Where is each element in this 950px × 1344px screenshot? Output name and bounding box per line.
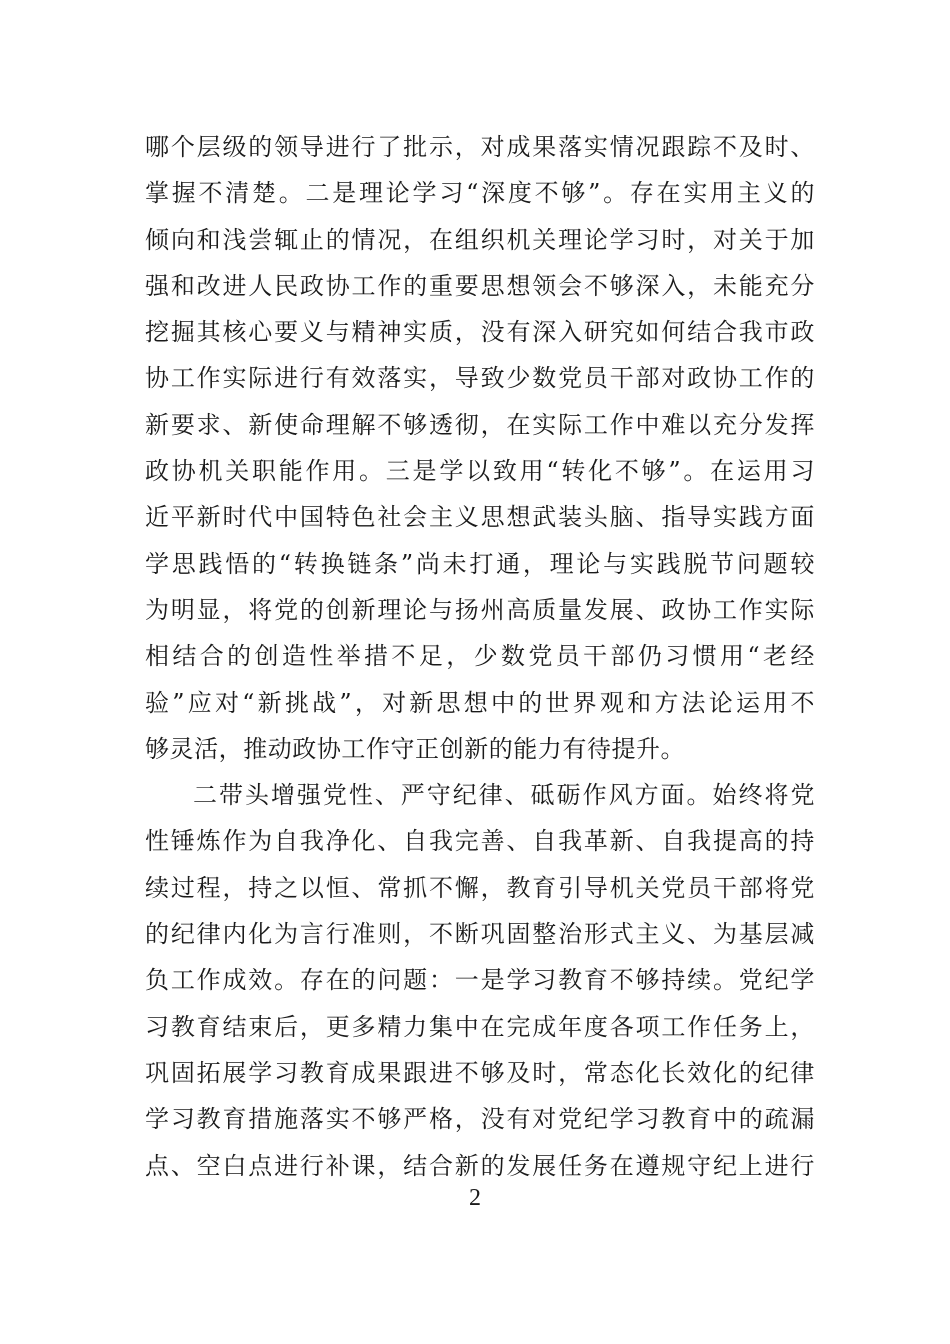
text-line: 强和改进人民政协工作的重要思想领会不够深入，未能充分 [145, 271, 815, 300]
text-line: 性锤炼作为自我净化、自我完善、自我革新、自我提高的持 [145, 827, 815, 856]
text-line: 相结合的创造性举措不足，少数党员干部仍习惯用“老经 [145, 642, 815, 671]
text-line: 巩固拓展学习教育成果跟进不够及时，常态化长效化的纪律 [145, 1058, 815, 1087]
text-line: 验”应对“新挑战”，对新思想中的世界观和方法论运用不 [145, 688, 815, 717]
text-line: 续过程，持之以恒、常抓不懈，教育引导机关党员干部将党 [145, 873, 815, 902]
text-line: 为明显，将党的创新理论与扬州高质量发展、政协工作实际 [145, 595, 815, 624]
text-line: 点、空白点进行补课，结合新的发展任务在遵规守纪上进行 [145, 1151, 815, 1180]
text-line: 近平新时代中国特色社会主义思想武装头脑、指导实践方面 [145, 503, 815, 532]
text-line: 够灵活，推动政协工作守正创新的能力有待提升。 [145, 734, 686, 763]
text-line: 挖掘其核心要义与精神实质，没有深入研究如何结合我市政 [145, 318, 815, 347]
paragraph-start-line: 二带头增强党性、严守纪律、砥砺作风方面。始终将党 [193, 781, 815, 810]
text-line: 学思践悟的“转换链条”尚未打通，理论与实践脱节问题较 [145, 549, 815, 578]
page-number: 2 [469, 1185, 481, 1211]
text-line: 哪个层级的领导进行了批示，对成果落实情况跟踪不及时、 [145, 133, 815, 161]
text-line: 掌握不清楚。二是理论学习“深度不够”。存在实用主义的 [145, 179, 815, 208]
text-line: 政协机关职能作用。三是学以致用“转化不够”。在运用习 [145, 457, 815, 486]
text-line: 倾向和浅尝辄止的情况，在组织机关理论学习时，对关于加 [145, 225, 815, 254]
text-line: 负工作成效。存在的问题：一是学习教育不够持续。党纪学 [145, 966, 815, 995]
text-line: 习教育结束后，更多精力集中在完成年度各项工作任务上， [145, 1012, 815, 1041]
text-line: 学习教育措施落实不够严格，没有对党纪学习教育中的疏漏 [145, 1105, 815, 1134]
text-line: 新要求、新使命理解不够透彻，在实际工作中难以充分发挥 [145, 410, 815, 439]
body-text [145, 124, 815, 1189]
text-line: 的纪律内化为言行准则，不断巩固整治形式主义、为基层减 [145, 920, 815, 949]
text-line: 协工作实际进行有效落实，导致少数党员干部对政协工作的 [145, 364, 815, 393]
